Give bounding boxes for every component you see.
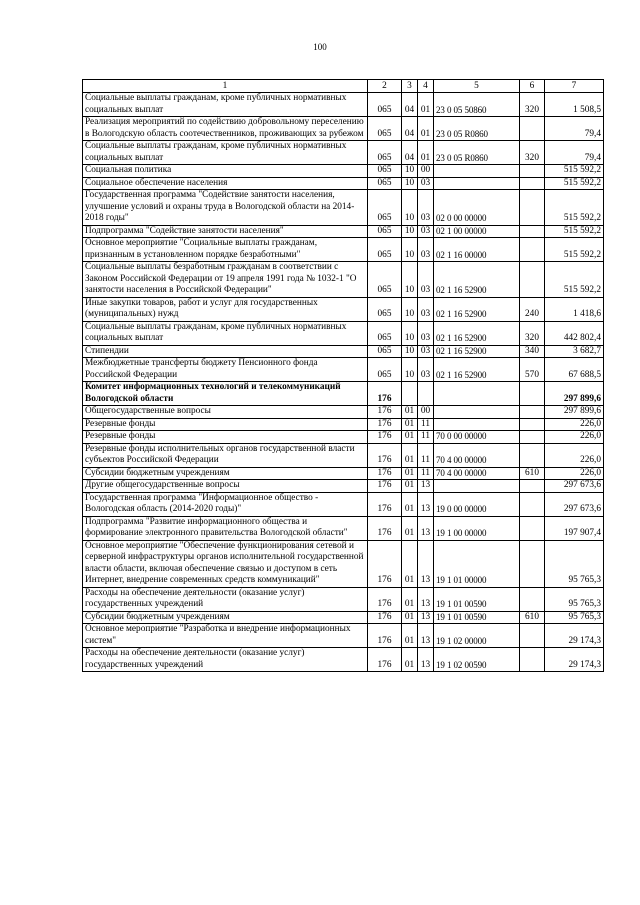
subsection-code: 03: [418, 190, 434, 226]
ministry-code: 065: [368, 141, 402, 165]
table-row: [83, 516, 604, 540]
section-code: 01: [402, 467, 418, 480]
target-article-code: 02 1 16 52900: [434, 358, 520, 382]
row-name: Социальные выплаты гражданам, кроме публичных нормативных социальных выплат: [83, 93, 368, 117]
column-header: 1: [83, 80, 368, 93]
expense-type-code: 610: [520, 611, 545, 624]
target-article-code: 70 4 00 00000: [434, 467, 520, 480]
target-article-code: [434, 480, 520, 493]
subsection-code: 11: [418, 467, 434, 480]
subsection-code: 01: [418, 93, 434, 117]
subsection-code: 03: [418, 262, 434, 298]
expense-type-code: [520, 117, 545, 141]
section-code: 10: [402, 190, 418, 226]
amount: 297 673,6: [545, 480, 604, 493]
section-code: 01: [402, 418, 418, 431]
section-code: 04: [402, 93, 418, 117]
target-article-code: 23 0 05 R0860: [434, 117, 520, 141]
row-name: Расходы на обеспечение деятельности (оказание услуг) государственных учреждений: [83, 587, 368, 611]
amount: 1 508,5: [545, 93, 604, 117]
section-code: 10: [402, 165, 418, 178]
section-code: 01: [402, 540, 418, 587]
row-name: Расходы на обеспечение деятельности (оказание услуг) государственных учреждений: [83, 648, 368, 672]
amount: 95 765,3: [545, 587, 604, 611]
target-article-code: 02 0 00 00000: [434, 190, 520, 226]
ministry-code: 176: [368, 418, 402, 431]
target-article-code: 02 1 16 52900: [434, 345, 520, 358]
subsection-code: 13: [418, 516, 434, 540]
row-name: Основное мероприятие "Обеспечение функционирования сетевой и серверной инфраструктуры органов исполнительной государственной власти области, включая обеспечение связью и доступом в сеть Интернет, внедрение современных средств коммуникаций": [83, 540, 368, 587]
section-code: [402, 382, 418, 406]
expense-type-code: [520, 587, 545, 611]
amount: 515 592,2: [545, 190, 604, 226]
expense-type-code: [520, 431, 545, 444]
section-code: 01: [402, 443, 418, 467]
ministry-code: 065: [368, 117, 402, 141]
table-row: [83, 262, 604, 298]
subsection-code: 13: [418, 611, 434, 624]
table-row: [83, 93, 604, 117]
table-row: [83, 177, 604, 190]
table-row: [83, 117, 604, 141]
ministry-code: 176: [368, 467, 402, 480]
ministry-code: 176: [368, 611, 402, 624]
ministry-code: 065: [368, 238, 402, 262]
subsection-code: 11: [418, 431, 434, 444]
subsection-code: 13: [418, 587, 434, 611]
column-header: 4: [418, 80, 434, 93]
ministry-code: 176: [368, 624, 402, 648]
table-row: [83, 467, 604, 480]
ministry-code: 176: [368, 516, 402, 540]
table-row: [83, 190, 604, 226]
target-article-code: 19 1 01 00590: [434, 611, 520, 624]
subsection-code: 13: [418, 624, 434, 648]
section-code: 10: [402, 358, 418, 382]
target-article-code: 70 0 00 00000: [434, 431, 520, 444]
target-article-code: 19 1 02 00590: [434, 648, 520, 672]
budget-table: [82, 79, 604, 672]
table-row: [83, 297, 604, 321]
section-code: 10: [402, 225, 418, 238]
row-name: Другие общегосударственные вопросы: [83, 480, 368, 493]
table-row: [83, 648, 604, 672]
row-name: Иные закупки товаров, работ и услуг для государственных (муниципальных) нужд: [83, 297, 368, 321]
table-row: [83, 141, 604, 165]
amount: 67 688,5: [545, 358, 604, 382]
row-name: Государственная программа "Содействие занятости населения, улучшение условий и охраны труда в Вологодской области на 2014-2018 годы": [83, 190, 368, 226]
subsection-code: 11: [418, 443, 434, 467]
subsection-code: 03: [418, 297, 434, 321]
table-row: [83, 225, 604, 238]
table-row: [83, 540, 604, 587]
expense-type-code: [520, 190, 545, 226]
table-row: [83, 480, 604, 493]
table-row: [83, 358, 604, 382]
ministry-code: 176: [368, 648, 402, 672]
table-row: [83, 431, 604, 444]
expense-type-code: 320: [520, 141, 545, 165]
subsection-code: 03: [418, 177, 434, 190]
table-row: [83, 165, 604, 178]
target-article-code: 19 1 01 00590: [434, 587, 520, 611]
subsection-code: 01: [418, 141, 434, 165]
amount: 226,0: [545, 467, 604, 480]
target-article-code: 70 4 00 00000: [434, 443, 520, 467]
subsection-code: 13: [418, 648, 434, 672]
amount: 297 673,6: [545, 492, 604, 516]
section-code: 01: [402, 648, 418, 672]
expense-type-code: 320: [520, 93, 545, 117]
ministry-code: 176: [368, 492, 402, 516]
table-row: [83, 492, 604, 516]
section-code: 01: [402, 431, 418, 444]
target-article-code: 02 1 16 52900: [434, 262, 520, 298]
expense-type-code: [520, 406, 545, 419]
amount: 29 174,3: [545, 648, 604, 672]
amount: 79,4: [545, 117, 604, 141]
subsection-code: 13: [418, 480, 434, 493]
header-row: [83, 80, 604, 93]
subsection-code: 01: [418, 117, 434, 141]
section-code: 04: [402, 117, 418, 141]
table-row: [83, 238, 604, 262]
row-name: Социальные выплаты гражданам, кроме публичных нормативных социальных выплат: [83, 321, 368, 345]
row-name: Общегосударственные вопросы: [83, 406, 368, 419]
ministry-code: 176: [368, 382, 402, 406]
column-header: 7: [545, 80, 604, 93]
row-name: Социальное обеспечение населения: [83, 177, 368, 190]
expense-type-code: [520, 540, 545, 587]
subsection-code: 13: [418, 540, 434, 587]
section-code: 10: [402, 321, 418, 345]
expense-type-code: 340: [520, 345, 545, 358]
amount: 3 682,7: [545, 345, 604, 358]
target-article-code: 02 1 00 00000: [434, 225, 520, 238]
ministry-code: 176: [368, 443, 402, 467]
expense-type-code: [520, 443, 545, 467]
target-article-code: [434, 382, 520, 406]
amount: 515 592,2: [545, 177, 604, 190]
target-article-code: [434, 418, 520, 431]
section-code: 01: [402, 480, 418, 493]
amount: 1 418,6: [545, 297, 604, 321]
section-code: 01: [402, 406, 418, 419]
expense-type-code: [520, 492, 545, 516]
ministry-code: 065: [368, 190, 402, 226]
target-article-code: [434, 165, 520, 178]
row-name: Резервные фонды исполнительных органов государственной власти субъектов Российской Федерации: [83, 443, 368, 467]
row-name: Социальные выплаты гражданам, кроме публичных нормативных социальных выплат: [83, 141, 368, 165]
subsection-code: [418, 382, 434, 406]
subsection-code: 00: [418, 165, 434, 178]
amount: 515 592,2: [545, 238, 604, 262]
row-name: Подпрограмма "Развитие информационного общества и формирование электронного правительства Вологодской области": [83, 516, 368, 540]
table-row: [83, 345, 604, 358]
row-name: Стипендии: [83, 345, 368, 358]
ministry-code: 176: [368, 540, 402, 587]
target-article-code: 19 1 00 00000: [434, 516, 520, 540]
amount: 297 899,6: [545, 406, 604, 419]
ministry-code: 065: [368, 358, 402, 382]
subsection-code: 03: [418, 345, 434, 358]
amount: 226,0: [545, 418, 604, 431]
amount: 297 899,6: [545, 382, 604, 406]
table-row: [83, 443, 604, 467]
expense-type-code: 320: [520, 321, 545, 345]
section-code: 10: [402, 238, 418, 262]
amount: 226,0: [545, 431, 604, 444]
target-article-code: 19 0 00 00000: [434, 492, 520, 516]
row-name: Резервные фонды: [83, 418, 368, 431]
table-row: [83, 587, 604, 611]
amount: 515 592,2: [545, 225, 604, 238]
target-article-code: [434, 177, 520, 190]
expense-type-code: [520, 648, 545, 672]
subsection-code: 03: [418, 321, 434, 345]
ministry-code: 065: [368, 262, 402, 298]
amount: 29 174,3: [545, 624, 604, 648]
section-code: 10: [402, 345, 418, 358]
ministry-code: 065: [368, 165, 402, 178]
row-name: Субсидии бюджетным учреждениям: [83, 467, 368, 480]
target-article-code: 19 1 02 00000: [434, 624, 520, 648]
ministry-code: 065: [368, 297, 402, 321]
expense-type-code: [520, 177, 545, 190]
row-name: Реализация мероприятий по содействию добровольному переселению в Вологодскую область соотечественников, проживающих за рубежом: [83, 117, 368, 141]
target-article-code: 23 0 05 R0860: [434, 141, 520, 165]
column-header: 2: [368, 80, 402, 93]
expense-type-code: [520, 225, 545, 238]
expense-type-code: [520, 418, 545, 431]
amount: 197 907,4: [545, 516, 604, 540]
page-number: 100: [313, 42, 327, 52]
row-name: Подпрограмма "Содействие занятости населения": [83, 225, 368, 238]
subsection-code: 03: [418, 358, 434, 382]
target-article-code: 02 1 16 52900: [434, 297, 520, 321]
ministry-code: 065: [368, 225, 402, 238]
ministry-code: 065: [368, 93, 402, 117]
column-header: 3: [402, 80, 418, 93]
ministry-code: 176: [368, 480, 402, 493]
row-name: Государственная программа "Информационное общество - Вологодская область (2014-2020 годы)": [83, 492, 368, 516]
ministry-code: 176: [368, 406, 402, 419]
row-name: Основное мероприятие "Разработка и внедрение информационных систем": [83, 624, 368, 648]
section-code: 01: [402, 624, 418, 648]
amount: 442 802,4: [545, 321, 604, 345]
row-name: Социальные выплаты безработным гражданам в соответствии с Законом Российской Федерации от 19 апреля 1991 года № 1032-1 "О занятости населения в Российской Федерации": [83, 262, 368, 298]
section-code: 10: [402, 177, 418, 190]
ministry-code: 176: [368, 587, 402, 611]
section-code: 10: [402, 297, 418, 321]
expense-type-code: [520, 382, 545, 406]
section-code: 01: [402, 492, 418, 516]
row-name: Социальная политика: [83, 165, 368, 178]
row-name: Резервные фонды: [83, 431, 368, 444]
subsection-code: 03: [418, 225, 434, 238]
table-body: [83, 93, 604, 672]
ministry-code: 065: [368, 177, 402, 190]
target-article-code: [434, 406, 520, 419]
amount: 79,4: [545, 141, 604, 165]
expense-type-code: [520, 480, 545, 493]
ministry-code: 176: [368, 431, 402, 444]
column-header: 6: [520, 80, 545, 93]
amount: 95 765,3: [545, 540, 604, 587]
section-code: 04: [402, 141, 418, 165]
amount: 95 765,3: [545, 611, 604, 624]
column-header: 5: [434, 80, 520, 93]
row-name: Основное мероприятие "Социальные выплаты гражданам, признанным в установленном порядке безработными": [83, 238, 368, 262]
amount: 515 592,2: [545, 165, 604, 178]
expense-type-code: [520, 262, 545, 298]
amount: 226,0: [545, 443, 604, 467]
section-code: 10: [402, 262, 418, 298]
expense-type-code: 610: [520, 467, 545, 480]
table-row: [83, 382, 604, 406]
table-row: [83, 406, 604, 419]
expense-type-code: [520, 238, 545, 262]
row-name: Межбюджетные трансферты бюджету Пенсионного фонда Российской Федерации: [83, 358, 368, 382]
table-row: [83, 418, 604, 431]
subsection-code: 11: [418, 418, 434, 431]
target-article-code: 19 1 01 00000: [434, 540, 520, 587]
section-code: 01: [402, 516, 418, 540]
expense-type-code: [520, 624, 545, 648]
target-article-code: 23 0 05 50860: [434, 93, 520, 117]
section-code: 01: [402, 587, 418, 611]
ministry-code: 065: [368, 321, 402, 345]
expense-type-code: 570: [520, 358, 545, 382]
table-row: [83, 611, 604, 624]
expense-type-code: 240: [520, 297, 545, 321]
ministry-code: 065: [368, 345, 402, 358]
subsection-code: 03: [418, 238, 434, 262]
subsection-code: 00: [418, 406, 434, 419]
table-row: [83, 624, 604, 648]
expense-type-code: [520, 516, 545, 540]
target-article-code: 02 1 16 52900: [434, 321, 520, 345]
row-name: Комитет информационных технологий и телекоммуникаций Вологодской области: [83, 382, 368, 406]
table-row: [83, 321, 604, 345]
section-code: 01: [402, 611, 418, 624]
subsection-code: 13: [418, 492, 434, 516]
expense-type-code: [520, 165, 545, 178]
row-name: Субсидии бюджетным учреждениям: [83, 611, 368, 624]
amount: 515 592,2: [545, 262, 604, 298]
target-article-code: 02 1 16 00000: [434, 238, 520, 262]
